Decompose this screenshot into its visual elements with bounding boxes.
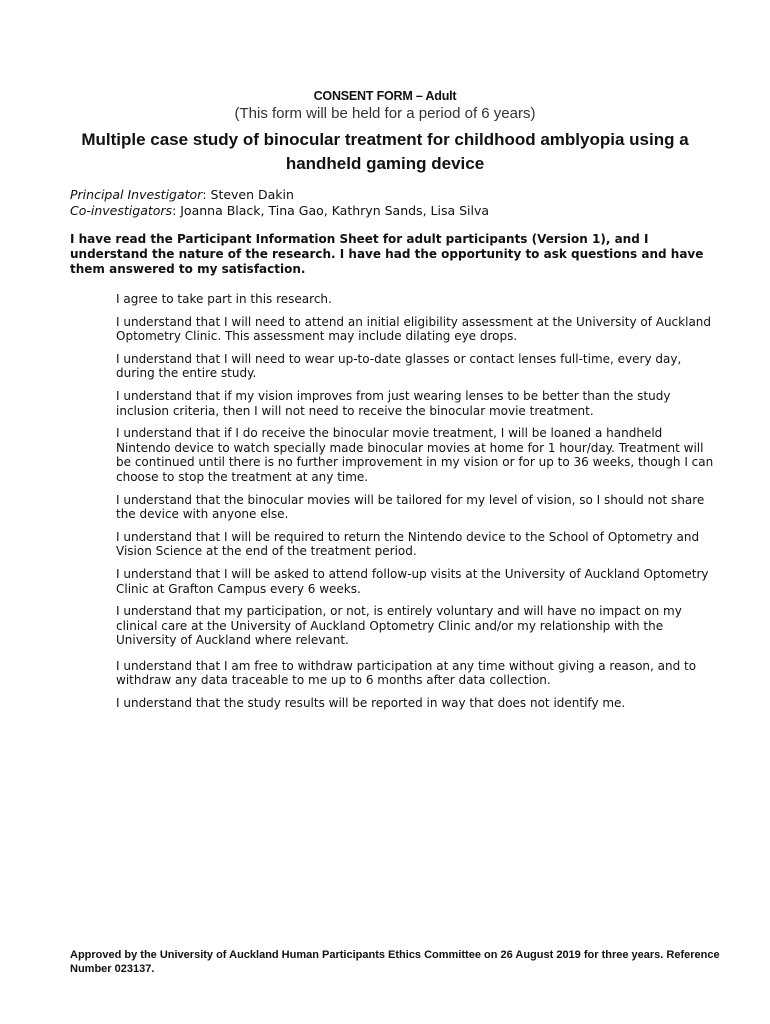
- consent-statement: I understand that I am free to withdraw participation at any time without giving a reason, and to withdraw any data traceable to me up to 6 months after data collection.: [116, 658, 697, 688]
- consent-statement: I understand that my participation, or not, is entirely voluntary and will have no impact on my clinical care at the University of Auckland Optometry Clinic and/or my relationship with the University of Auckland where relevant.: [116, 604, 682, 648]
- principal-investigator-role: Principal Investigator: [70, 187, 203, 202]
- principal-investigator-line: [70, 187, 489, 203]
- investigators-block: [70, 187, 489, 219]
- co-investigators-line: [70, 203, 489, 219]
- ethics-approval-note: Approved by the University of Auckland Human Participants Ethics Committee on 26 August 2019 for three years. Reference Number 023137.: [70, 949, 720, 975]
- consent-statement: I understand that if I do receive the binocular movie treatment, I will be loaned a handheld Nintendo device to watch specially made binocular movies at home for 1 hour/day. Treatment will be continued until there is no further improvement in my vision or for up to 36 weeks, though I can choose to stop the treatment at any time.: [116, 426, 714, 484]
- study-title: Multiple case study of binocular treatment for childhood amblyopia using a handheld gaming device: [81, 130, 689, 173]
- consent-statement: I understand that the binocular movies will be tailored for my level of vision, so I should not share the device with anyone else.: [116, 492, 705, 522]
- consent-statement: I agree to take part in this research.: [116, 292, 332, 306]
- consent-statement: I understand that I will be asked to attend follow-up visits at the University of Auckland Optometry Clinic at Grafton Campus every 6 weeks.: [116, 566, 709, 596]
- consent-statement: I understand that I will need to attend an initial eligibility assessment at the University of Auckland Optometry Clinic. This assessment may include dilating eye drops.: [116, 314, 712, 344]
- retention-note: (This form will be held for a period of 6 years): [234, 105, 536, 122]
- form-type-label: CONSENT FORM – Adult: [313, 89, 457, 103]
- intro-statement: I have read the Participant Information Sheet for adult participants (Version 1), and I understand the nature of the research. I have had the opportunity to ask questions and have them answered to my satisfaction.: [70, 232, 704, 276]
- consent-statement: I understand that I will be required to return the Nintendo device to the School of Optometry and Vision Science at the end of the treatment period.: [116, 529, 700, 559]
- consent-statement: I understand that if my vision improves from just wearing lenses to be better than the study inclusion criteria, then I will not need to receive the binocular movie treatment.: [116, 388, 671, 418]
- co-investigators-names: : Joanna Black, Tina Gao, Kathryn Sands, Lisa Silva: [172, 203, 490, 218]
- co-investigators-role: Co-investigators: [70, 203, 173, 218]
- consent-statement: I understand that I will need to wear up-to-date glasses or contact lenses full-time, every day, during the entire study.: [116, 351, 682, 381]
- consent-statements-list: [116, 292, 716, 719]
- consent-statement: I understand that the study results will be reported in way that does not identify me.: [116, 696, 626, 711]
- principal-investigator-name: : Steven Dakin: [202, 187, 294, 202]
